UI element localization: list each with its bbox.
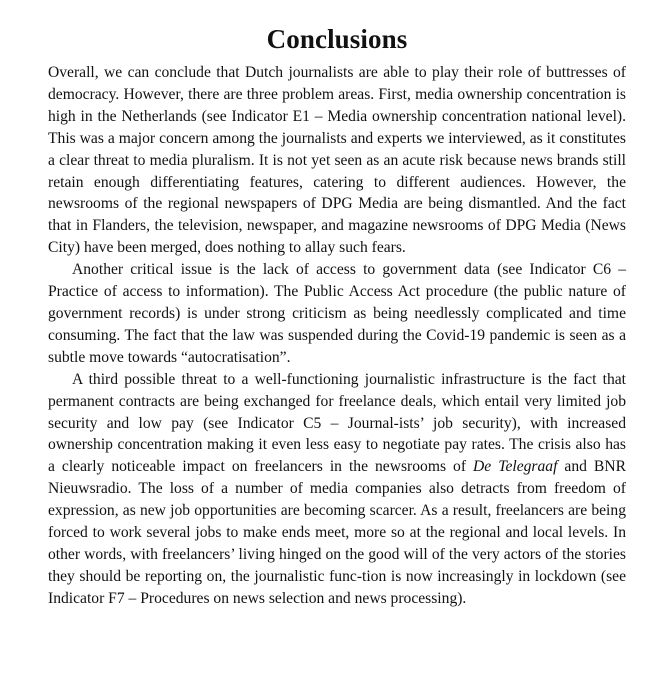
newspaper-title-italic: De Telegraaf — [473, 458, 558, 476]
body-text — [48, 62, 626, 610]
paragraph-overall: Overall, we can conclude that Dutch journalists are able to play their role of buttresses of democracy. However, there are three problem areas. First, media ownership concentration is high in the Netherlands (see Indicator E1 – Media ownership concentration national level). This was a major concern among the journalists and experts we interviewed, as it constitutes a clear threat to media pluralism. It is not yet seen as an acute risk because news brands still retain enough differentiating features, catering to different audiences. However, the newsrooms of the regional newspapers of DPG Media are being dismantled. And the fact that in Flanders, the television, newspaper, and magazine newsrooms of DPG Media (News City) have been merged, does nothing to allay such fears. — [48, 64, 626, 257]
page-title: Conclusions — [266, 24, 408, 54]
paragraph-freelance-part-2: and BNR Nieuwsradio. The loss of a number of media companies also detracts from freedom of expression, as new job opportunities are becoming scarcer. As a result, freelancers are being forced to work several jobs to make ends meet, more so at the regional and local levels. In other words, with freelancers’ living hinged on the good will of the very actors of the stories they should be reporting on, the journalistic func-tion is now increasingly in lockdown (see Indicator F7 – Procedures on news selection and news processing). — [48, 458, 626, 607]
paragraph-freelance-part-1: A third possible threat to a well-functioning journalistic infrastructure is the fact that permanent contracts are being exchanged for freelance deals, which entail very limited job security and low pay (see Indicator C5 – Journal-ists’ job security), with increased ownership concentration making it even less easy to negotiate pay rates. The crisis also has a clearly noticeable impact on freelancers in the newsrooms of — [48, 370, 626, 476]
paragraph-freelance-threat — [48, 369, 626, 610]
paragraph-government-data: Another critical issue is the lack of access to government data (see Indicator C6 – Practice of access to information). The Public Access Act procedure (the public nature of government records) is under strong criticism as being needlessly complicated and time consuming. The fact that the law was suspended during the Covid-19 pandemic is seen as a subtle move towards “autocratisation”. — [48, 261, 626, 366]
